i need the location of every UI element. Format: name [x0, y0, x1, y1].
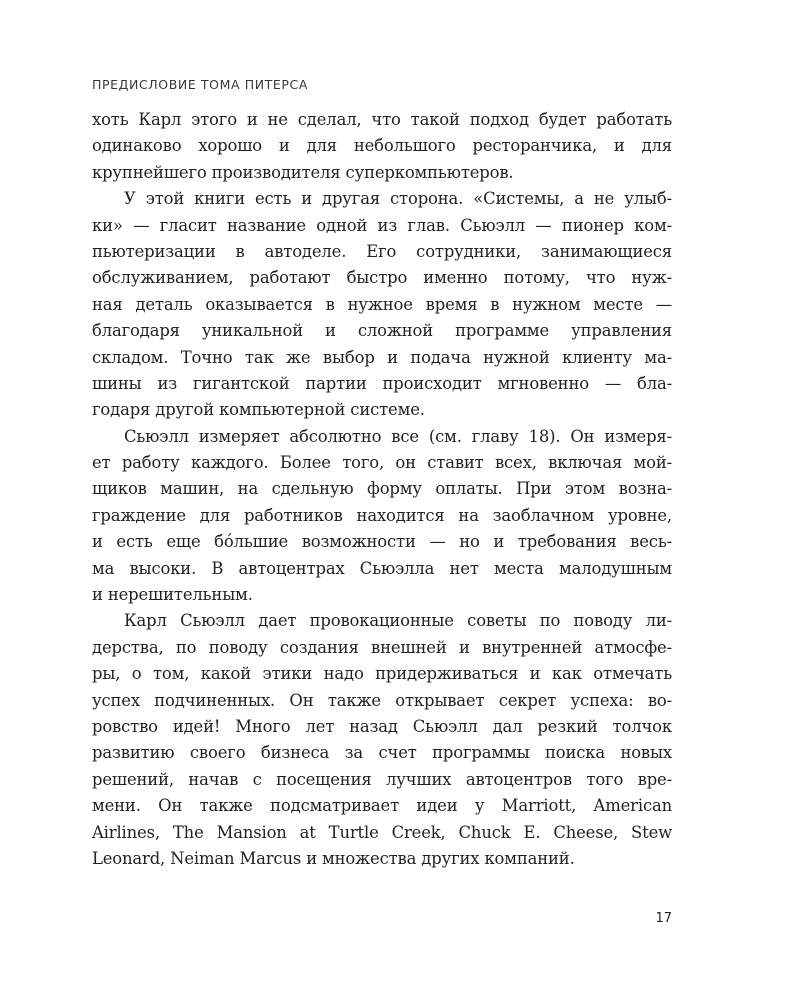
text-line: решений, начав с посещения лучших автоцентров того вре- — [92, 769, 672, 789]
text-line: Leonard, Neiman Marcus и множества других компаний. — [92, 848, 575, 868]
text-line: дерства, по поводу создания внешней и внутренней атмосфе- — [92, 637, 672, 657]
text-line: пьютеризации в автоделе. Его сотрудники, занимающиеся — [92, 241, 672, 261]
page-number: 17 — [655, 911, 672, 926]
text-line: граждение для работников находится на заоблачном уровне, — [92, 505, 672, 525]
text-line: У этой книги есть и другая сторона. «Системы, а не улыб- — [124, 189, 672, 209]
text-line: складом. Точно так же выбор и подача нужной клиенту ма- — [92, 347, 672, 367]
text-line: и есть еще бóльшие возможности — но и требования весь- — [92, 532, 672, 552]
paragraph — [92, 424, 672, 609]
text-line: хоть Карл этого и не сделал, что такой подход будет работать — [92, 110, 672, 129]
text-line: щиков машин, на сдельную форму оплаты. При этом возна- — [92, 479, 672, 499]
text-line: обслуживанием, работают быстро именно потому, что нуж- — [92, 268, 672, 288]
body-text — [92, 107, 672, 872]
text-line: Airlines, The Mansion at Turtle Creek, Chuck E. Cheese, Stew — [92, 822, 672, 842]
paragraph — [92, 608, 672, 872]
text-line: ная деталь оказывается в нужное время в нужном месте — — [92, 294, 672, 314]
text-line: Карл Сьюэлл дает провокационные советы по поводу ли- — [124, 611, 672, 631]
paragraph — [92, 107, 672, 186]
text-line: шины из гигантской партии происходит мгновенно — бла- — [92, 373, 672, 393]
text-line: мени. Он также подсматривает идеи у Marriott, American — [92, 796, 672, 816]
text-line: крупнейшего производителя суперкомпьютеров. — [92, 162, 514, 182]
paragraph — [92, 186, 672, 424]
text-line: ры, о том, какой этики надо придерживаться и как отмечать — [92, 664, 672, 684]
text-line: годаря другой компьютерной системе. — [92, 400, 425, 420]
text-line: ет работу каждого. Более того, он ставит всех, включая мой- — [92, 453, 672, 473]
text-line: одинаково хорошо и для небольшого ресторанчика, и для — [92, 136, 672, 156]
text-line: ки» — гласит название одной из глав. Сьюэлл — пионер ком- — [92, 215, 672, 235]
text-line: ровство идей! Много лет назад Сьюэлл дал резкий толчок — [92, 716, 672, 736]
text-line: успех подчиненных. Он также открывает секрет успеха: во- — [92, 690, 672, 710]
text-line: ма высоки. В автоцентрах Сьюэлла нет места малодушным — [92, 558, 672, 578]
text-line: развитию своего бизнеса за счет программы поиска новых — [92, 743, 672, 763]
text-line: благодаря уникальной и сложной программе управления — [92, 321, 672, 341]
text-line: и нерешительным. — [92, 585, 253, 605]
text-line: Сьюэлл измеряет абсолютно все (см. главу 18). Он измеря- — [124, 426, 672, 446]
running-header: ПРЕДИСЛОВИЕ ТОМА ПИТЕРСА — [92, 77, 308, 92]
